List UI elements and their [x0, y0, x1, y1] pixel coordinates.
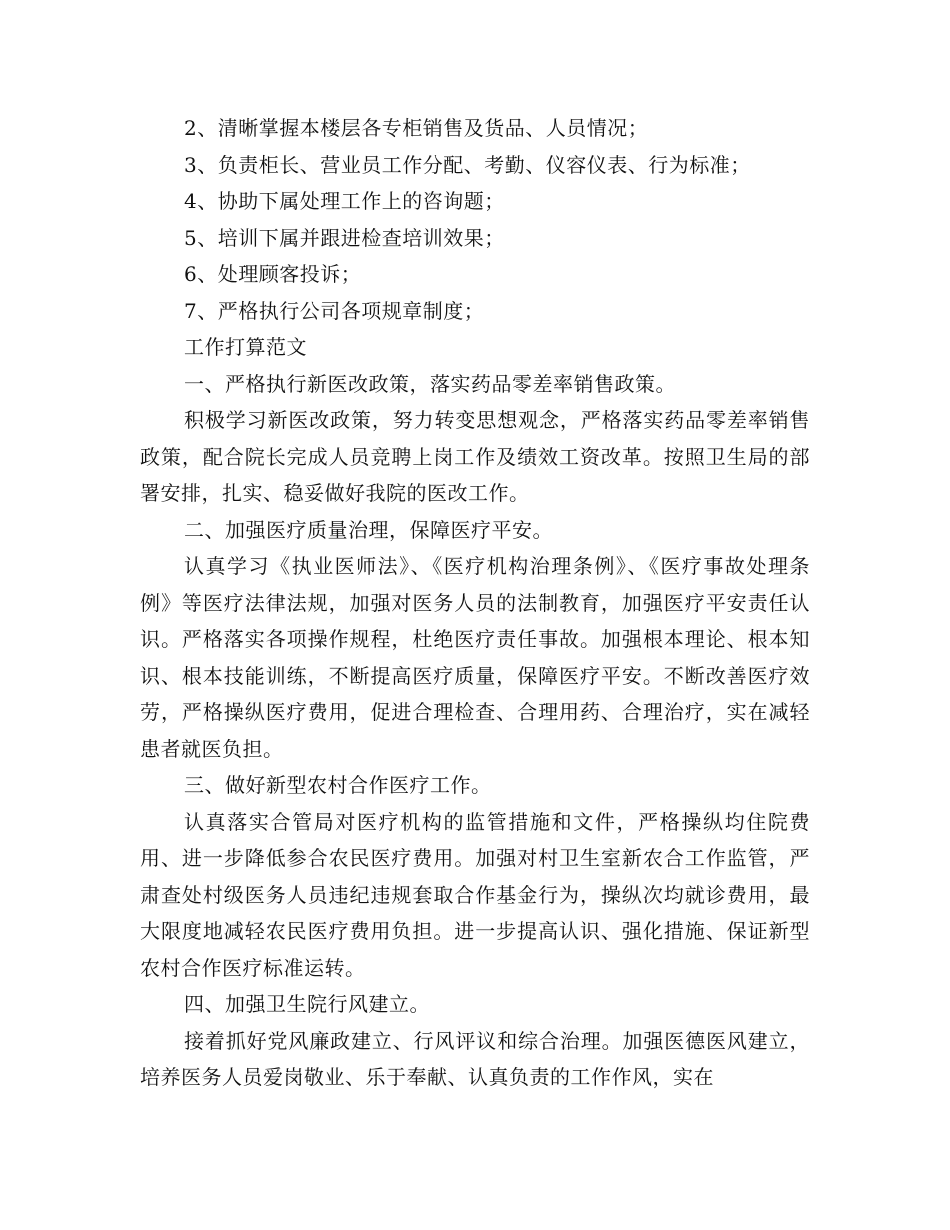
- section-title: 工作打算范文: [184, 335, 307, 359]
- document-body: [140, 110, 810, 1096]
- list-item: 5、培训下属并跟进检查培训效果；: [184, 225, 505, 250]
- paragraph-1: 积极学习新医改政策，努力转变思想观念，严格落实药品零差率销售政策，配合院长完成人员竞聘上岗工作及绩效工资改革。按照卫生局的部署安排，扎实、稳妥做好我院的医改工作。: [140, 408, 810, 505]
- section-heading-3: 三、做好新型农村合作医疗工作。: [184, 773, 492, 797]
- list-item: 4、协助下属处理工作上的咨询题；: [184, 189, 505, 213]
- list-item: 2、清晰掌握本楼层各专柜销售及货品、人员情况；: [184, 116, 649, 140]
- section-heading-4: 四、加强卫生院行风建立。: [184, 992, 430, 1016]
- paragraph-3: 认真落实合管局对医疗机构的监管措施和文件，严格操纵均住院费用、进一步降低参合农民医疗费用。加强对村卫生室新农合工作监管，严肃查处村级医务人员违纪违规套取合作基金行为，操纵次均就诊费用，最大限度地减轻农民医疗费用负担。进一步提高认识、强化措施、保证新型农村合作医疗标准运转。: [140, 809, 810, 980]
- paragraph-2: 认真学习《执业医师法》、《医疗机构治理条例》、《医疗事故处理条例》等医疗法律法规，加强对医务人员的法制教育，加强医疗平安责任认识。严格落实各项操作规程，杜绝医疗责任事故。加强根本理论、根本知识、根本技能训练，不断提高医疗质量，保障医疗平安。不断改善医疗效劳，严格操纵医疗费用，促进合理检查、合理用药、合理治疗，实在减轻患者就医负担。: [140, 554, 810, 761]
- paragraph-4: 接着抓好党风廉政建立、行风评议和综合治理。加强医德医风建立，培养医务人员爱岗敬业、乐于奉献、认真负责的工作作风，实在: [140, 1028, 810, 1089]
- list-item: 6、处理顾客投诉；: [184, 262, 362, 286]
- section-heading-1: 一、严格执行新医改政策，落实药品零差率销售政策。: [184, 371, 676, 396]
- list-item: 7、严格执行公司各项规章制度；: [184, 298, 485, 323]
- list-item: 3、负责柜长、营业员工作分配、考勤、仪容仪表、行为标准；: [184, 152, 751, 177]
- section-heading-2: 二、加强医疗质量治理，保障医疗平安。: [184, 517, 553, 542]
